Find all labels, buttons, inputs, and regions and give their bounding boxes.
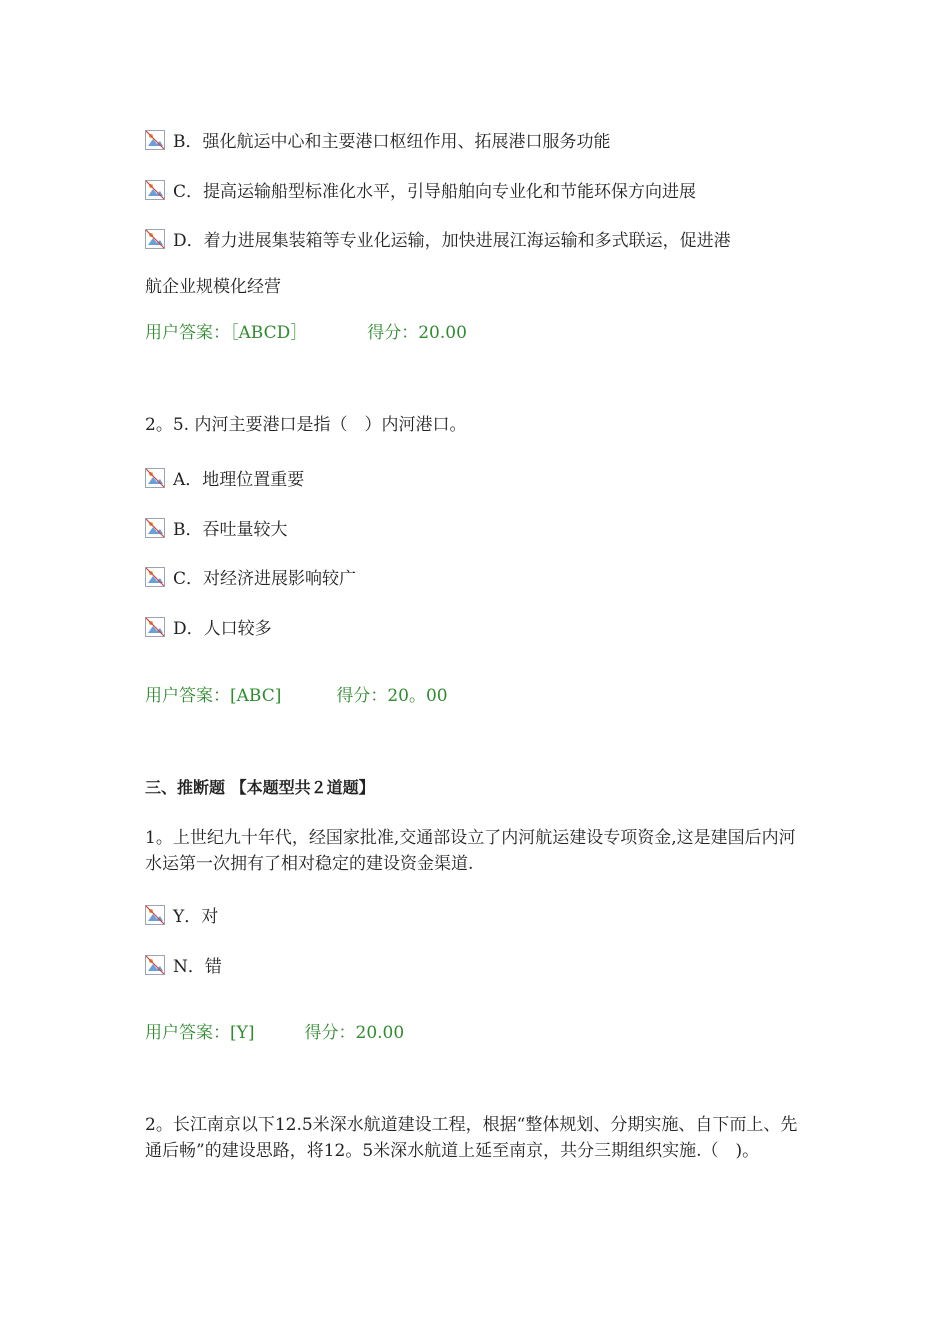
broken-image-icon [145,520,165,540]
option-c[interactable] [145,568,356,590]
user-answer-row [145,1022,404,1044]
option-y[interactable] [145,906,218,928]
option-d[interactable] [145,618,272,640]
option-text: B．吞吐量较大 [173,520,288,540]
user-answer: 用户答案：[Y] [145,1023,255,1043]
option-b[interactable] [145,519,288,541]
option-text: N．错 [173,957,222,977]
option-b[interactable] [145,131,611,153]
judgement-question-1: 1。上世纪九十年代，经国家批准,交通部设立了内河航运建设专项资金,这是建国后内河水运第一次拥有了相对稳定的建设资金渠道. [145,828,796,874]
option-text: Y．对 [173,907,219,927]
section-heading: 三、推断题 【本题型共２道题】 [145,778,375,797]
user-answer: 用户答案：［ABCD］ [145,323,308,343]
option-n[interactable] [145,956,222,978]
user-answer-row [145,322,467,344]
user-answer: 用户答案：[ABC] [145,686,282,706]
broken-image-icon [145,182,165,202]
option-c[interactable] [145,181,696,203]
option-d[interactable] [145,230,731,252]
broken-image-icon [145,231,165,251]
option-text: A．地理位置重要 [173,470,305,490]
option-d-continuation: 航企业规模化经营 [145,277,281,297]
broken-image-icon [145,470,165,490]
option-text: C．提高运输船型标准化水平，引导船舶向专业化和节能环保方向进展 [173,182,697,202]
option-text: B．强化航运中心和主要港口枢纽作用、拓展港口服务功能 [173,132,611,152]
question-title: 2。5. 内河主要港口是指（ ）内河港口。 [145,415,467,435]
broken-image-icon [145,619,165,639]
broken-image-icon [145,907,165,927]
option-text: D．人口较多 [173,619,272,639]
judgement-question-2: 2。长江南京以下12.5米深水航道建设工程，根据“整体规划、分期实施、自下而上、先通后畅”的建设思路，将12。5米深水航道上延至南京，共分三期组织实施.（ )。 [145,1115,798,1161]
broken-image-icon [145,957,165,977]
option-a[interactable] [145,469,304,491]
option-text: D．着力进展集装箱等专业化运输，加快进展江海运输和多式联运，促进港 [173,231,731,251]
broken-image-icon [145,132,165,152]
broken-image-icon [145,569,165,589]
score: 得分：20.00 [367,323,467,343]
user-answer-row [145,685,448,707]
score: 得分：20.00 [304,1023,405,1043]
score: 得分：20。00 [336,686,448,706]
option-text: C．对经济进展影响较广 [173,569,357,589]
